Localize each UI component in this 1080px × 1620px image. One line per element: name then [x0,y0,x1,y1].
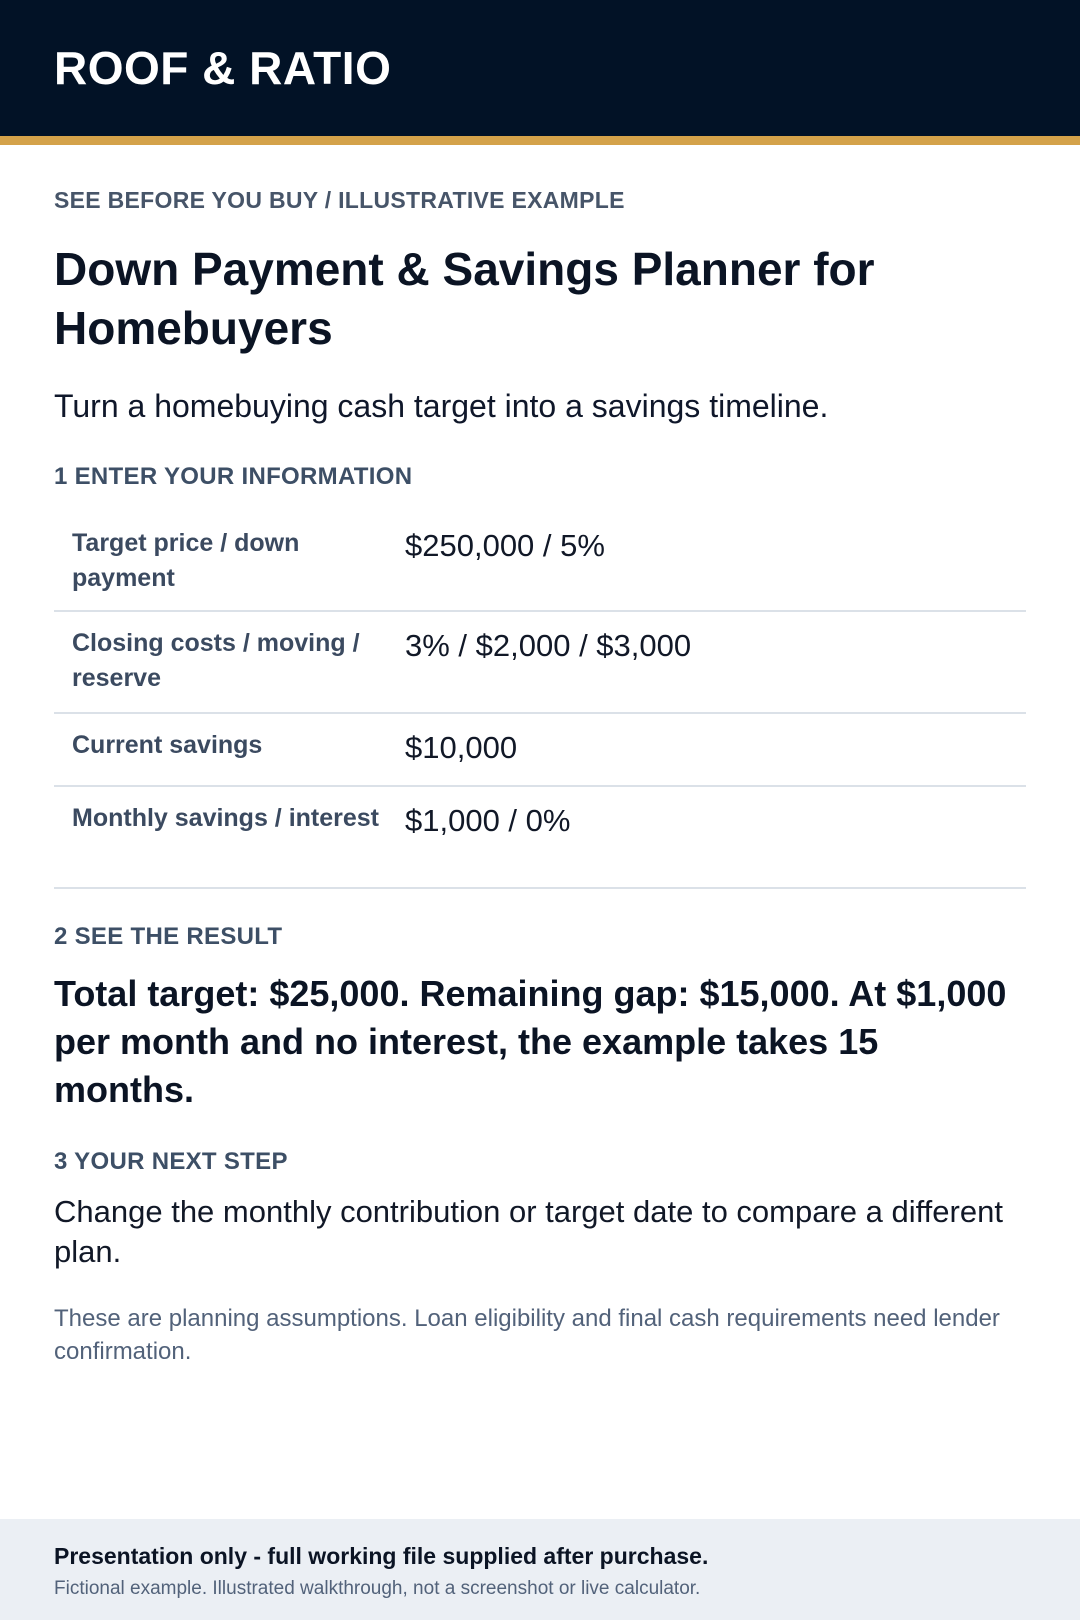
row-value-monthly-savings: $1,000 / 0% [405,803,571,838]
section-label-next-step: 3 YOUR NEXT STEP [54,1148,288,1175]
section-label-see-result: 2 SEE THE RESULT [54,923,283,950]
footer-main-note: Presentation only - full working file supplied after purchase. [54,1543,709,1569]
section-label-enter-information: 1 ENTER YOUR INFORMATION [54,463,413,490]
table-row [54,512,1026,612]
next-step-text: Change the monthly contribution or target date to compare a different plan. [54,1194,1003,1269]
table-row [54,787,1026,889]
eyebrow-label: SEE BEFORE YOU BUY / ILLUSTRATIVE EXAMPLE [54,187,625,213]
row-label-target-price: Target price / down payment [72,529,300,592]
row-value-current-savings: $10,000 [405,730,518,765]
disclaimer-text: These are planning assumptions. Loan eligibility and final cash requirements need lender confirmation. [54,1305,1000,1365]
result-summary: Total target: $25,000. Remaining gap: $15,000. At $1,000 per month and no interest, the example takes 15 months. [54,973,1007,1110]
page-subtitle: Turn a homebuying cash target into a savings timeline. [54,388,829,424]
header-accent-stripe [0,136,1080,145]
header-bar [0,0,1080,136]
table-row [54,612,1026,714]
footer-bar [0,1519,1080,1620]
page-title: Down Payment & Savings Planner for Homebuyers [54,243,875,354]
row-label-monthly-savings: Monthly savings / interest [72,804,380,832]
brand-logo-text: ROOF & RATIO [54,42,392,94]
table-row [54,714,1026,787]
footer-sub-note: Fictional example. Illustrated walkthrough, not a screenshot or live calculator. [54,1578,701,1599]
row-label-closing-costs: Closing costs / moving / reserve [72,629,360,692]
row-value-closing-costs: 3% / $2,000 / $3,000 [405,628,692,663]
information-table [54,512,1026,889]
row-value-target-price: $250,000 / 5% [405,528,605,563]
row-label-current-savings: Current savings [72,731,263,759]
